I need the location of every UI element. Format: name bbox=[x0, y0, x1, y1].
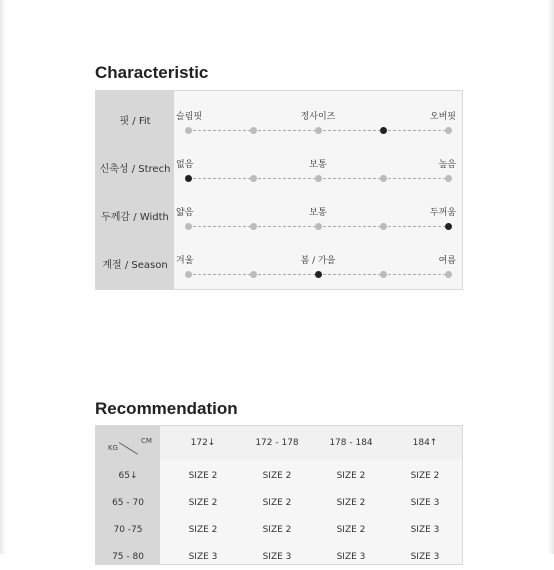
scale-dot bbox=[380, 223, 387, 230]
table-row bbox=[96, 516, 462, 543]
scale-dot bbox=[315, 223, 322, 230]
weight-row-header: 75 - 80 bbox=[112, 551, 144, 562]
characteristic-row-label: 핏 / Fit bbox=[119, 115, 151, 127]
size-cell: SIZE 3 bbox=[188, 551, 218, 562]
scale-dot bbox=[185, 223, 192, 230]
size-cell: SIZE 2 bbox=[188, 470, 218, 481]
height-column-header: 184↑ bbox=[412, 438, 438, 448]
scale-dot bbox=[445, 175, 452, 182]
size-cell: SIZE 3 bbox=[410, 524, 440, 535]
characteristic-row-label: 두께감 / Width bbox=[101, 211, 169, 223]
weight-row-header: 70 -75 bbox=[113, 524, 143, 535]
size-cell: SIZE 2 bbox=[410, 470, 440, 481]
size-cell: SIZE 2 bbox=[336, 497, 366, 508]
scale-dot bbox=[315, 127, 322, 134]
characteristic-row bbox=[96, 143, 462, 191]
size-cell: SIZE 3 bbox=[410, 497, 440, 508]
scale-tick-label: 슬림핏 bbox=[176, 112, 203, 122]
scale-tick-label: 보통 bbox=[309, 160, 327, 170]
characteristic-table bbox=[95, 90, 463, 290]
size-cell: SIZE 3 bbox=[262, 551, 292, 562]
scale-dot bbox=[380, 175, 387, 182]
corner-cm-label: CM bbox=[141, 437, 152, 445]
characteristic-scale bbox=[174, 191, 462, 239]
corner-diagonal-line bbox=[119, 442, 138, 455]
height-column-header: 178 - 184 bbox=[329, 438, 373, 448]
height-column-header: 172↓ bbox=[190, 438, 216, 448]
size-cell: SIZE 3 bbox=[336, 551, 366, 562]
characteristic-row-label: 신축성 / Strech bbox=[99, 163, 171, 175]
characteristic-scale bbox=[174, 239, 462, 287]
scale-dot bbox=[250, 127, 257, 134]
scale-dot bbox=[250, 271, 257, 278]
height-column-header: 172 - 178 bbox=[255, 438, 299, 448]
characteristic-row bbox=[96, 239, 462, 287]
scale-tick-label: 높음 bbox=[438, 160, 456, 170]
size-cell: SIZE 2 bbox=[336, 524, 366, 535]
recommendation-table bbox=[95, 425, 463, 565]
scale-tick-label: 얇음 bbox=[176, 208, 194, 218]
scale-dot-selected bbox=[315, 271, 322, 278]
scale-dot bbox=[185, 271, 192, 278]
right-edge-shadow bbox=[548, 0, 554, 554]
scale-dot bbox=[445, 271, 452, 278]
scale-dot bbox=[445, 127, 452, 134]
characteristic-row-label: 계절 / Season bbox=[102, 259, 168, 271]
corner-kg-label: KG bbox=[108, 444, 119, 452]
scale-tick-label: 봄 / 가을 bbox=[300, 256, 336, 266]
characteristic-scale bbox=[174, 143, 462, 191]
size-cell: SIZE 2 bbox=[336, 470, 366, 481]
scale-tick-label: 겨울 bbox=[176, 256, 194, 266]
scale-tick-label: 오버핏 bbox=[429, 112, 456, 122]
scale-tick-label: 없음 bbox=[176, 160, 194, 170]
characteristic-row bbox=[96, 191, 462, 239]
scale-dot-selected bbox=[380, 127, 387, 134]
size-cell: SIZE 2 bbox=[262, 524, 292, 535]
scale-dot bbox=[315, 175, 322, 182]
characteristic-row bbox=[96, 95, 462, 143]
table-row bbox=[96, 462, 462, 489]
recommendation-title: Recommendation bbox=[95, 399, 238, 418]
scale-tick-label: 두꺼움 bbox=[429, 208, 456, 218]
left-edge-shadow bbox=[0, 0, 6, 554]
corner-cell bbox=[96, 426, 160, 460]
weight-row-header: 65 - 70 bbox=[112, 497, 144, 508]
characteristic-title: Characteristic bbox=[95, 63, 209, 82]
scale-dot bbox=[250, 223, 257, 230]
characteristic-scale bbox=[174, 95, 462, 143]
scale-dot bbox=[185, 127, 192, 134]
weight-row-header: 65↓ bbox=[118, 470, 138, 481]
scale-tick-label: 정사이즈 bbox=[300, 112, 336, 122]
table-row bbox=[96, 489, 462, 516]
size-cell: SIZE 2 bbox=[188, 497, 218, 508]
scale-dot-selected bbox=[185, 175, 192, 182]
size-cell: SIZE 3 bbox=[410, 551, 440, 562]
scale-dot bbox=[380, 271, 387, 278]
size-cell: SIZE 2 bbox=[188, 524, 218, 535]
scale-tick-label: 보통 bbox=[309, 208, 327, 218]
size-cell: SIZE 2 bbox=[262, 497, 292, 508]
scale-dot-selected bbox=[445, 223, 452, 230]
size-cell: SIZE 2 bbox=[262, 470, 292, 481]
table-row bbox=[96, 543, 462, 570]
scale-dot bbox=[250, 175, 257, 182]
scale-tick-label: 여름 bbox=[438, 256, 456, 266]
